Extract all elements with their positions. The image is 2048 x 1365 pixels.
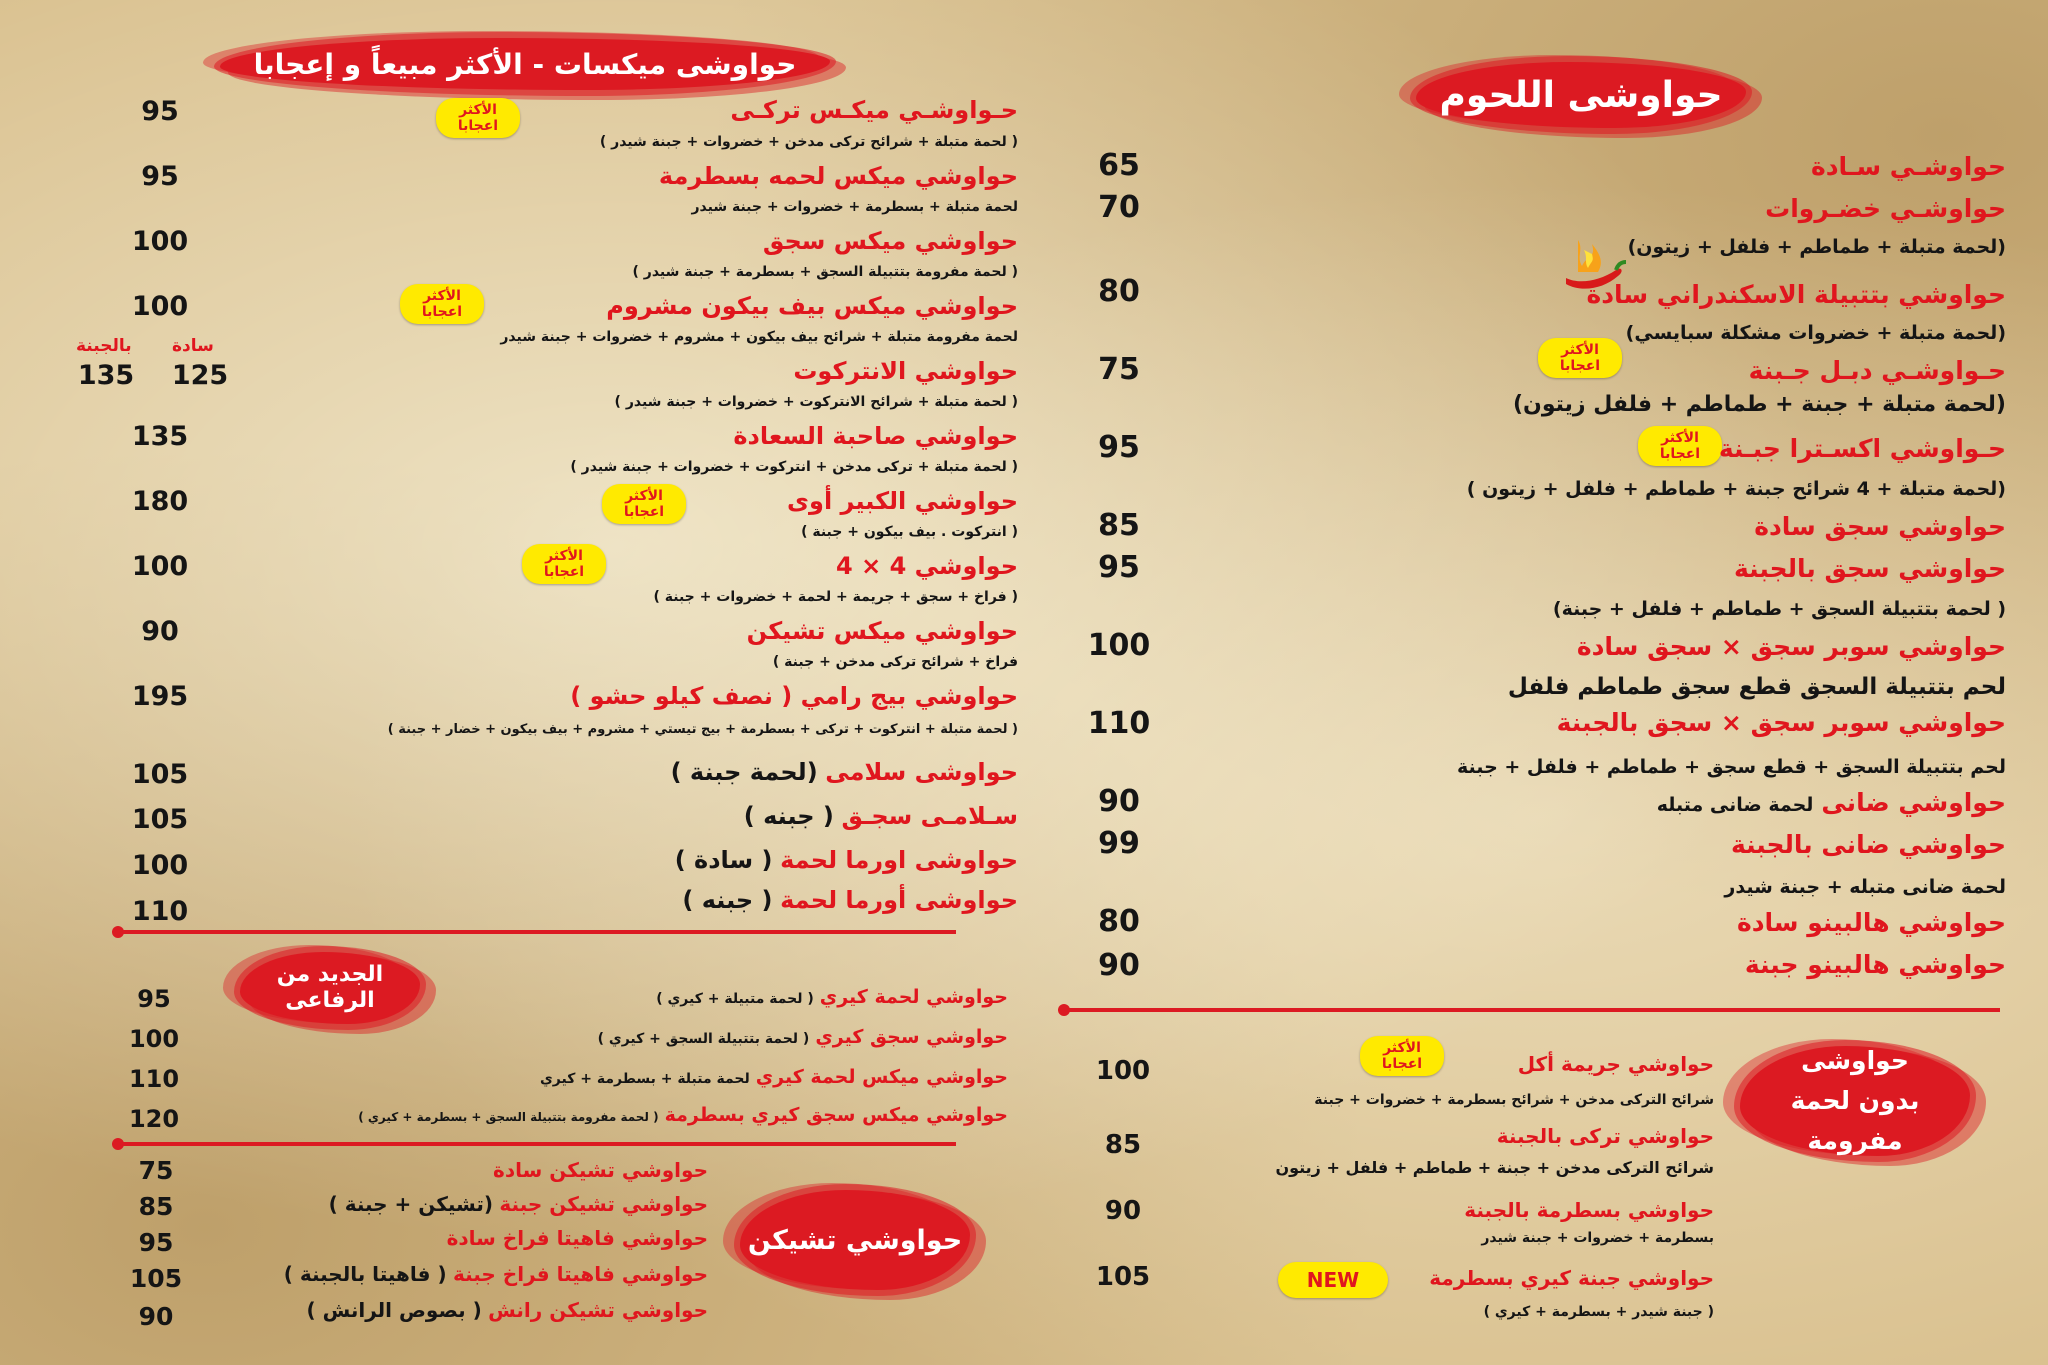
item-price: 100 (131, 226, 189, 257)
item-price: 100 (1095, 1056, 1151, 1086)
item-desc: شرائح التركى مدخن + جبنة + طماطم + فلفل + زيتون (1275, 1158, 1714, 1177)
item-price: 180 (131, 486, 189, 517)
chicken-title: حواوشي تشيكن (747, 1224, 963, 1256)
item-price: 95 (137, 985, 171, 1013)
item-desc: ( لحمة متبلة + تركى مدخن + انتركوت + خضروات + جبنة شيدر ) (570, 459, 1018, 475)
menu-item (540, 1066, 1008, 1088)
item-name: حـواوشـي دبـل جـبنة (1748, 356, 2006, 385)
item-price: 135 (131, 421, 189, 452)
popular-badge: الأكثر اعجابا (522, 544, 606, 584)
menu-item (675, 846, 1018, 874)
item-price: 120 (128, 1105, 180, 1133)
item-desc: ( لحمة متبلة + شرائح تركى مدخن + خضروات + جبنة شيدر ) (599, 134, 1018, 150)
chicken-title-banner (740, 1190, 970, 1290)
item-desc: ( لحمة بتتبيلة السجق + طماطم + فلفل + جبنة) (1552, 598, 2006, 620)
item-price: 100 (131, 291, 189, 322)
item-price: 90 (138, 1302, 174, 1331)
item-price: 99 (1098, 826, 1140, 861)
item-price: 85 (138, 1192, 174, 1221)
no-minced-subtitle: بدون لحمة مفرومة (1790, 1086, 1920, 1155)
item-desc: (لحمة متبلة + طماطم + فلفل + زيتون) (1627, 236, 2006, 258)
item-name: حواوشي بيج رامي ( نصف كيلو حشو ) (570, 682, 1018, 710)
item-note: ( سادة ) (674, 846, 773, 874)
item-name: حواوشي فاهيتا فراخ سادة (446, 1226, 708, 1250)
item-desc: ( جبنة شيدر + بسطرمة + كيري ) (1483, 1304, 1714, 1320)
item-price: 80 (1098, 274, 1140, 309)
item-price: 100 (131, 850, 189, 881)
menu-item (306, 1298, 708, 1322)
item-desc: لحمة مفرومة متبلة + شرائح بيف بيكون + مشروم + خضروات + جبنة شيدر (500, 329, 1018, 345)
item-name: حواوشي ميكس بيف بيكون مشروم (606, 292, 1018, 320)
item-price: 100 (128, 1025, 180, 1053)
item-name: حواوشي سوبر سجق × سجق بالجبنة (1556, 708, 2006, 737)
item-name: حواوشـي سـادة (1810, 152, 2006, 181)
item-name: حواوشي ضانى (1821, 788, 2006, 817)
item-price: 105 (129, 1264, 183, 1293)
divider-line (1064, 1008, 2000, 1012)
item-price: 80 (1098, 904, 1140, 939)
item-desc: لحمة متبلة + بسطرمة + خضروات + جبنة شيدر (691, 199, 1018, 215)
item-desc: لحم بتتبيلة السجق قطع سجق طماطم فلفل (1507, 674, 2006, 700)
item-name: حواوشي ضانى بالجبنة (1730, 830, 2006, 859)
item-desc: بسطرمة + خضروات + جبنة شيدر (1481, 1230, 1714, 1246)
item-desc: ( لحمة متبيلة + كيري ) (656, 991, 814, 1007)
menu-item (358, 1104, 1008, 1126)
item-desc: ( فراخ + سجق + جريمة + لحمة + خضروات + جبنة ) (653, 589, 1018, 605)
popular-badge: الأكثر اعجابا (602, 484, 686, 524)
mixes-title-banner (220, 38, 830, 90)
menu-item (744, 802, 1018, 830)
mixes-title: حواوشى ميكسات - الأكثر مبيعاً و إعجابا (253, 47, 797, 81)
meat-title-banner (1416, 62, 1746, 128)
item-name: حواوشي الانتركوت (793, 357, 1018, 385)
item-price: 105 (131, 804, 189, 835)
item-note: (لحمة جبنة ) (670, 758, 818, 786)
item-name: حواوشي بتتبيلة الاسكندراني سادة (1586, 280, 2006, 309)
item-name: حواوشى اورما لحمة (780, 846, 1018, 874)
item-price: 105 (1095, 1262, 1151, 1292)
menu-item (598, 1026, 1008, 1048)
no-minced-banner (1740, 1046, 1970, 1156)
item-price: 95 (1098, 430, 1140, 465)
item-price: 105 (131, 759, 189, 790)
divider-line (118, 930, 956, 934)
menu-item (1657, 788, 2006, 817)
item-name: حواوشي فاهيتا فراخ جبنة (452, 1262, 708, 1286)
item-note: (تشيكن + جبنة ) (328, 1192, 494, 1216)
item-name: حواوشي صاحبة السعادة (733, 422, 1018, 450)
item-price: 90 (1098, 784, 1140, 819)
item-price: 85 (1098, 508, 1140, 543)
item-name: حـواوشي اكسـترا جبـنة (1718, 434, 2006, 463)
item-name: حواوشي تركى بالجبنة (1496, 1124, 1714, 1148)
item-desc: (لحمة متبلة + جبنة + طماطم + فلفل زيتون) (1513, 392, 2006, 417)
menu-item (493, 1158, 708, 1182)
item-desc: لحمة ضانى متبله (1656, 794, 1814, 816)
item-name: حواوشي لحمة كيري (819, 986, 1008, 1008)
item-name: حواوشي سجق سادة (1754, 512, 2006, 541)
price-label-cheese: بالجبنة (76, 336, 132, 356)
item-price: 85 (1104, 1130, 1142, 1160)
item-price: 65 (1098, 148, 1140, 183)
item-name: حواوشى سلامى (825, 758, 1018, 786)
item-desc: (لحمة متبلة + 4 شرائح جبنة + طماطم + فلفل + زيتون ) (1466, 478, 2006, 500)
item-price: 95 (1098, 550, 1140, 585)
item-name: حواوشـي خضـروات (1765, 194, 2006, 223)
item-desc: لحم بتتبيلة السجق + قطع سجق + طماطم + فلفل + جبنة (1457, 756, 2006, 778)
item-price: 75 (138, 1156, 174, 1185)
item-name: حواوشي تشيكن رانش (488, 1298, 708, 1322)
item-desc: لحمة متبلة + بسطرمة + كيري (539, 1071, 750, 1087)
item-name: حواوشي سجق كيري (815, 1026, 1008, 1048)
popular-badge: الأكثر اعجابا (1638, 426, 1722, 466)
item-price: 95 (141, 96, 179, 127)
item-name: حواوشي جريمة أكل (1517, 1052, 1714, 1076)
no-minced-title: حواوشى (1801, 1046, 1909, 1075)
menu-item (682, 886, 1018, 914)
menu-item (447, 1226, 708, 1250)
item-note: ( جبنه ) (743, 802, 834, 830)
popular-badge: الأكثر اعجابا (436, 98, 520, 138)
item-price: 95 (138, 1228, 174, 1257)
new-badge: NEW (1278, 1262, 1388, 1298)
item-name: حواوشي بسطرمة بالجبنة (1464, 1198, 1714, 1222)
item-desc: ( انتركوت . بيف بيكون + جبنة ) (801, 524, 1018, 540)
item-desc: ( لحمة متبلة + انتركوت + تركى + بسطرمة + بيج تيستي + مشروم + بيف بيكون + خضار + جبنة ) (387, 722, 1018, 737)
item-price: 100 (131, 551, 189, 582)
item-desc: ( لحمة بتتبيلة السجق + كيري ) (597, 1031, 810, 1047)
item-price: 110 (131, 896, 189, 927)
item-desc: (لحمة متبلة + خضروات مشكلة سبايسي) (1625, 322, 2006, 344)
item-note: ( فاهيتا بالجبنة ) (283, 1262, 447, 1286)
item-price: 75 (1098, 352, 1140, 387)
item-desc: فراخ + شرائح تركى مدخن + جبنة ) (772, 654, 1018, 670)
popular-badge: الأكثر اعجابا (1360, 1036, 1444, 1076)
item-name: حواوشي ميكس لحمه بسطرمة (658, 162, 1018, 190)
item-note: ( جبنه ) (682, 886, 773, 914)
item-price-cheese: 135 (77, 360, 135, 391)
meat-title: حواوشى اللحوم (1439, 74, 1723, 116)
item-price: 90 (141, 616, 179, 647)
item-name: حـواوشـي ميكـس تركـى (730, 96, 1018, 124)
menu-item (730, 96, 1018, 124)
item-name: حواوشي ميكس سجق كيري بسطرمة (664, 1104, 1008, 1126)
menu-item (656, 986, 1008, 1008)
item-price: 90 (1098, 948, 1140, 983)
item-name: حواوشي جبنة كيري بسطرمة (1429, 1266, 1714, 1290)
item-name: حواوشي ميكس سجق (762, 227, 1018, 255)
popular-badge: الأكثر اعجابا (400, 284, 484, 324)
item-desc: ( لحمة متبلة + شرائح الانتركوت + خضروات + جبنة شيدر ) (614, 394, 1018, 410)
item-note: ( بصوص الرانش ) (306, 1298, 482, 1322)
item-name: حواوشى أورما لحمة (780, 886, 1018, 914)
item-price: 195 (131, 681, 189, 712)
new-tag-text: الجديد من الرفاعى (276, 962, 384, 1013)
menu-item (284, 1262, 708, 1286)
item-name: سـلامـى سجـق (841, 802, 1018, 830)
item-name: حواوشي تشيكن جبنة (499, 1192, 708, 1216)
item-desc: لحمة ضانى متبله + جبنة شيدر (1724, 876, 2006, 898)
item-name: حواوشي 4 × 4 (836, 552, 1018, 580)
menu-item (329, 1192, 708, 1216)
item-name: حواوشي هالبينو سادة (1736, 908, 2006, 937)
item-price: 90 (1104, 1196, 1142, 1226)
menu-item (671, 758, 1018, 786)
item-name: حواوشي سوبر سجق × سجق سادة (1576, 632, 2006, 661)
item-name: حواوشي تشيكن سادة (493, 1158, 708, 1182)
item-name: حواوشي هالبينو جبنة (1744, 950, 2006, 979)
item-name: حواوشي ميكس لحمة كيري (755, 1066, 1008, 1088)
item-price: 110 (1087, 706, 1151, 741)
item-price-plain: 125 (171, 360, 229, 391)
new-from-refaay-banner (240, 952, 420, 1024)
item-name: حواوشي سجق بالجبنة (1734, 554, 2006, 583)
item-price: 110 (128, 1065, 180, 1093)
item-name: حواوشي الكبير أوى (787, 487, 1018, 515)
popular-badge: الأكثر اعجابا (1538, 338, 1622, 378)
item-price: 100 (1087, 628, 1151, 663)
item-desc: شرائح التركى مدخن + شرائح بسطرمة + خضروات + جبنة (1314, 1092, 1714, 1108)
price-label-plain: سادة (172, 336, 214, 356)
item-name: حواوشي ميكس تشيكن (746, 617, 1018, 645)
item-desc: ( لحمة مفرومة بتتبيلة السجق + بسطرمة + كيري ) (358, 1110, 659, 1124)
item-price: 95 (141, 161, 179, 192)
item-desc: ( لحمة مفرومة بتتبيلة السجق + بسطرمة + جبنة شيدر ) (632, 264, 1018, 280)
divider-line (118, 1142, 956, 1146)
item-price: 70 (1098, 190, 1140, 225)
